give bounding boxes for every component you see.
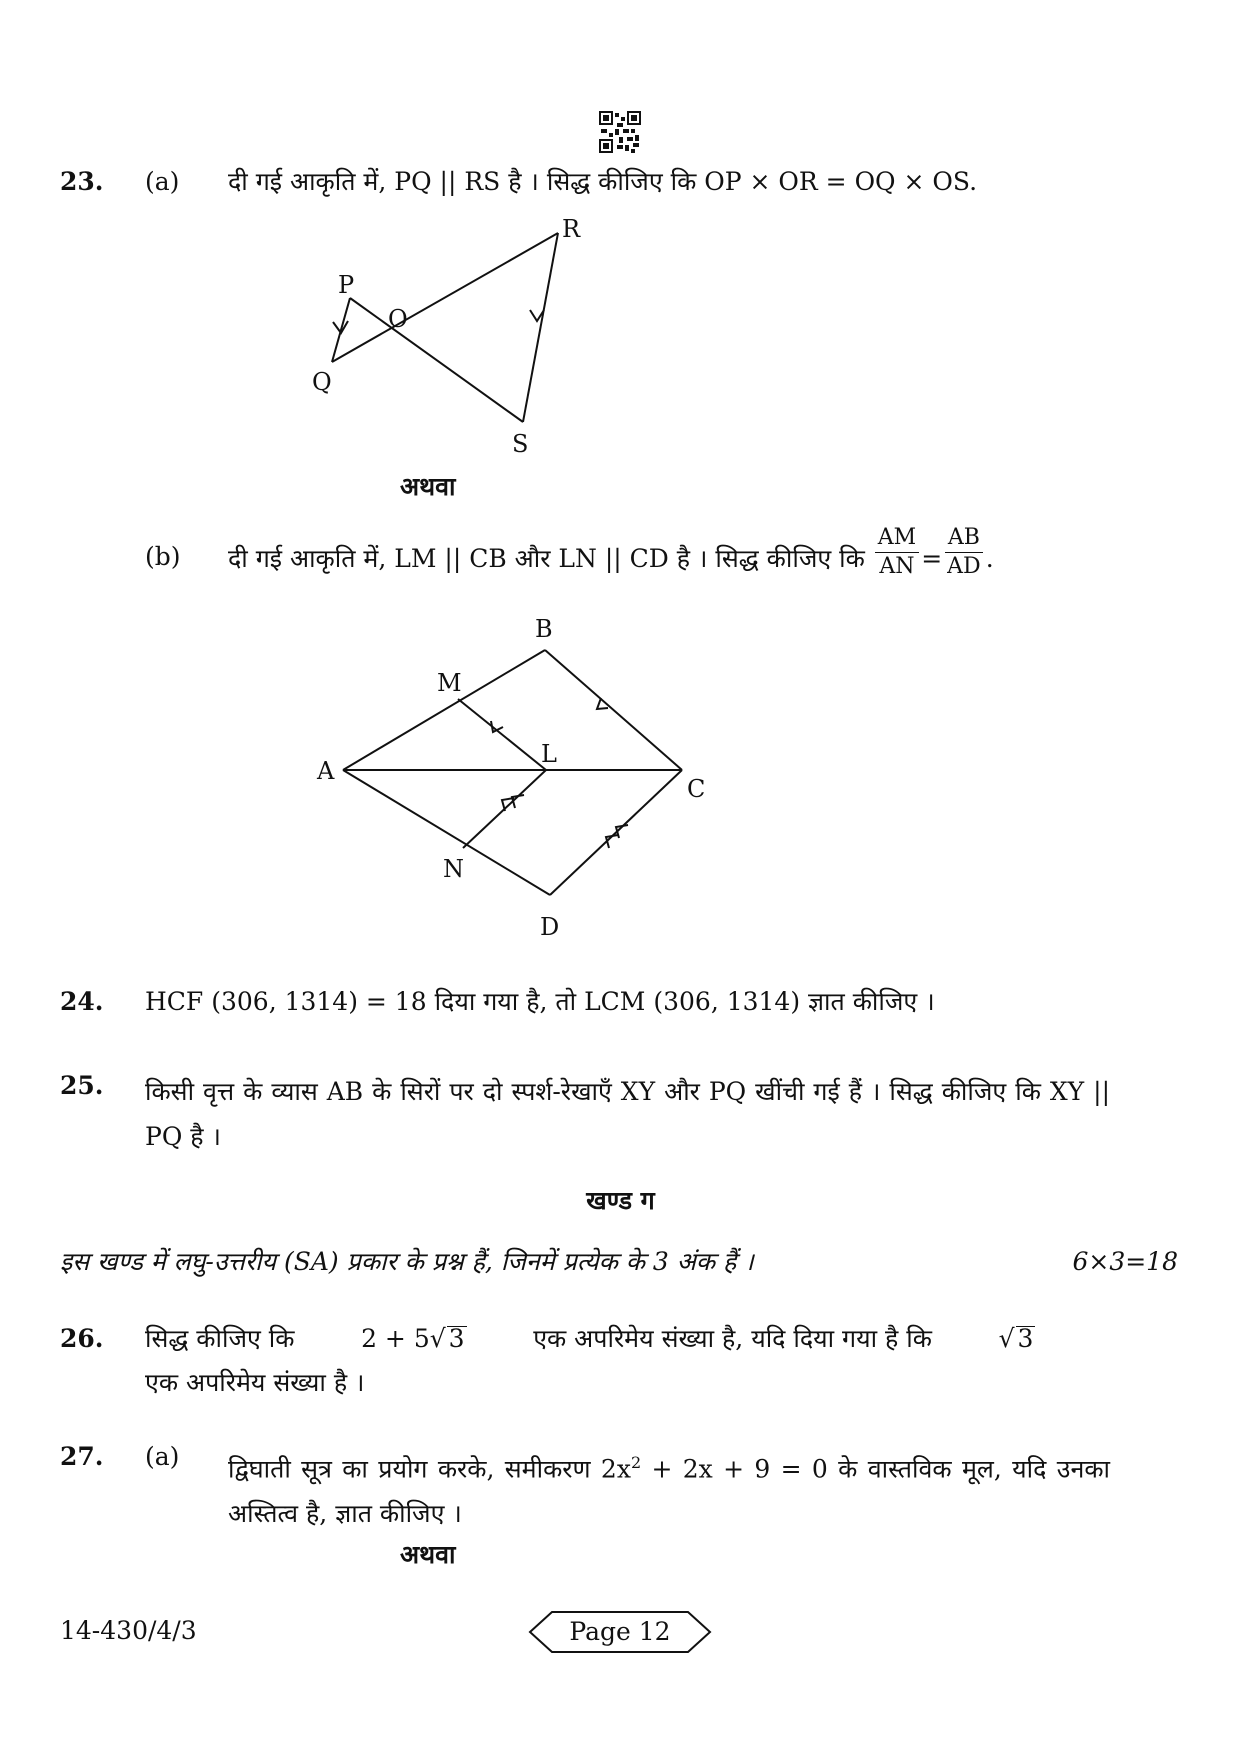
q26-line-1: [145, 1322, 1110, 1356]
q23-part-b-label: (b): [145, 542, 181, 571]
page-indicator: [528, 1610, 712, 1654]
question-number-23: 23.: [60, 167, 104, 196]
fig23b-label-b: B: [535, 615, 553, 643]
radicand: 3: [1017, 1324, 1034, 1353]
fig23b-label-l: L: [541, 740, 557, 768]
question-number-27: 27.: [60, 1442, 104, 1471]
exponent: 2: [630, 1453, 642, 1472]
q23-part-a-label: (a): [145, 167, 180, 196]
q23-part-b-text: [228, 525, 994, 581]
fig23b-label-n: N: [443, 855, 464, 883]
fig23a-label-p: P: [338, 271, 355, 299]
section-instruction: इस खण्ड में लघु-उत्तरीय (SA) प्रकार के प्रश्न हैं, जिनमें प्रत्येक के 3 अंक हैं ।: [60, 1247, 754, 1276]
page-number: Page 12: [569, 1617, 671, 1646]
fig23a-label-r: R: [562, 215, 581, 243]
period: .: [985, 544, 994, 573]
or-separator-23: अथवा: [400, 472, 456, 501]
q25-text: किसी वृत्त के व्यास AB के सिरों पर दो स्पर्श-रेखाएँ XY और PQ खींची गई हैं । सिद्ध कीजिए कि XY || PQ है ।: [145, 1077, 1110, 1151]
figure-23a: [300, 215, 600, 465]
fig23b-label-d: D: [540, 913, 560, 941]
fig23a-label-s: S: [512, 430, 529, 458]
expression-prefix: 2 + 5: [361, 1324, 430, 1353]
question-number-26: 26.: [60, 1324, 104, 1353]
fig23b-label-m: M: [437, 669, 462, 697]
question-number-24: 24.: [60, 987, 104, 1016]
q27-text-before: द्विघाती सूत्र का प्रयोग करके, समीकरण 2x: [228, 1454, 631, 1484]
q27-part-a-label: (a): [145, 1442, 180, 1471]
figure-23b: [305, 605, 725, 945]
section-marks: 6×3=18: [1072, 1247, 1178, 1276]
fig23a-label-q: Q: [312, 368, 332, 396]
radicand: 3: [448, 1324, 465, 1353]
q26-text-before: सिद्ध कीजिए कि: [145, 1324, 295, 1353]
q23-part-b-statement: दी गई आकृति में, LM || CB और LN || CD है । सिद्ध कीजिए कि: [228, 544, 865, 573]
qr-code: [599, 111, 641, 153]
equals-sign: =: [921, 544, 943, 573]
q26-root-3: √ 3: [998, 1324, 1034, 1353]
fraction-denominator: AD: [947, 554, 981, 579]
q24-text: HCF (306, 1314) = 18 दिया गया है, तो LCM (306, 1314) ज्ञात कीजिए ।: [145, 987, 935, 1016]
fig23b-label-a: A: [317, 757, 335, 785]
fraction-ab-ad: [944, 524, 984, 581]
q26-expression: 2 + 5√ 3: [361, 1324, 465, 1353]
section-title: खण्ड ग: [586, 1186, 655, 1215]
fraction-denominator: AN: [879, 554, 915, 579]
q26-text-after: एक अपरिमेय संख्या है ।: [145, 1368, 365, 1397]
or-separator-27: अथवा: [400, 1540, 456, 1569]
fraction-numerator: AB: [945, 524, 983, 553]
fraction-numerator: AM: [875, 524, 919, 553]
q27-text-after: + 2x + 9 = 0 के वास्तविक मूल, यदि उनका अस्तित्व है, ज्ञात कीजिए ।: [228, 1454, 1111, 1529]
fig23a-label-o: O: [388, 305, 408, 333]
q23-part-a-text: दी गई आकृति में, PQ || RS है । सिद्ध कीजिए कि OP × OR = OQ × OS.: [228, 167, 978, 196]
paper-code: 14-430/4/3: [60, 1616, 197, 1645]
fig23b-label-c: C: [687, 775, 706, 803]
q26-text-mid: एक अपरिमेय संख्या है, यदि दिया गया है कि: [533, 1324, 932, 1353]
q27-part-a-text: [228, 1440, 1110, 1536]
fraction-am-an: [875, 524, 919, 581]
question-number-25: 25.: [60, 1071, 104, 1100]
